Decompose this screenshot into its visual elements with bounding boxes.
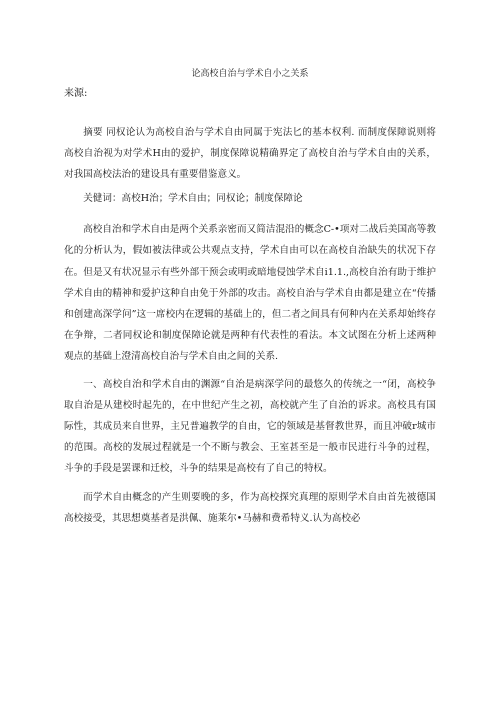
body-paragraph-1: 高校自治和学术自由是两个关系亲密而又简洁混沿的概念C-•项对二战后美国高等教化的分析认为，假如被法律或公共观点支持，学术自由可以在高校自治缺失的状况下存在。但是又有状况显示有些外部干预会或明或暗地侵蚀学术自i1.1.,高校自治有助于维护学术自由的精神和爱护这种自由免于外部的攻击。高校自治与学术自由都是建立在“传播和创建高深学问”这一席校内在逻辑的基础上的，但二者之间具有何种内在关系却始终存在争辩，二者同权论和制度保障论就是两种有代表性的看法。本文试图在分析上述两种观点的基础上澄清高校自治与学术自由之间的关系. bbox=[64, 224, 436, 362]
source-label: 来源: bbox=[64, 88, 88, 99]
body-paragraph-3: 而学术自由概念的产生则要晚的多，作为高校探究真理的原则学术自由首先被德国高校接受，其思想奠基者是洪佩、施莱尔•马赫和费希特义.认为高校必 bbox=[64, 491, 436, 524]
body-paragraph-2: 一、高校自治和学术自由的渊源“自治是病深学问的最悠久的传统之一“闭，高校争取自治是从建校时起先的，在中世纪产生之初，高校就产生了自治的诉求。高校具有国际性，其成员来自世界，主兄普遍教学的自由，它的领域是基督教世界，而且冲破r城市的范围。高校的发展过程就是一个不断与教会、王室甚至是一般市民进行斗争的过程，斗争的手段是罢课和迁校，斗争的结果是高校有了自己的特权。 bbox=[64, 379, 436, 475]
document-body bbox=[64, 122, 436, 529]
abstract-paragraph: 摘要 同权论认为高校自治与学术自由同属于宪法匕的基本权利. 而制度保障说则将高校自治视为对学术H由的爱护，制度保障说精确界定了高校自治与学术自由的关系，对我国高校法治的建设具有重要借鉴意义。 bbox=[64, 127, 436, 181]
keywords-line: 关健词：高校H治；学术自由；同权论；制度保障论 bbox=[83, 193, 303, 205]
document-title: 论高校自治与学术自小之关系 bbox=[191, 69, 309, 79]
